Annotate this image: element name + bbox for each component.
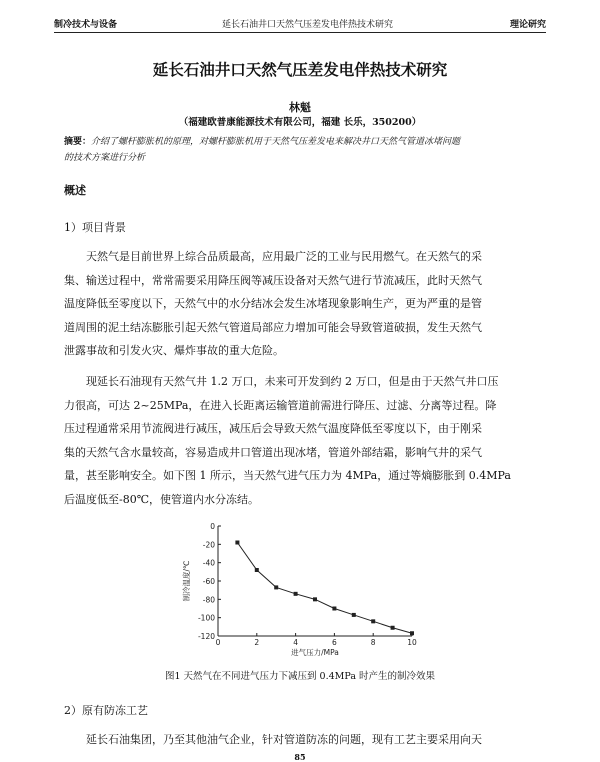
abstract-line: 的技术方案进行分析 [64, 153, 146, 163]
paragraph-line: 集的天然气含水量较高，容易造成井口管道出现冰堵，管道外部结霜，影响气井的采气 [64, 445, 482, 459]
paragraph-line: 温度降低至零度以下，天然气中的水分结冰会发生冰堵现象影响生产，更为严重的是管 [64, 297, 482, 310]
x-tick-label: 6 [332, 638, 337, 647]
paragraph-line: 道周围的泥土结冻膨胀引起天然气管道局部应力增加可能会导致管道破损，发生天然气 [64, 320, 482, 334]
running-title: 延长石油井口天然气压差发电伴热技术研究 [222, 20, 394, 30]
y-tick-label: -100 [197, 613, 215, 623]
journal-name: 制冷技术与设备 [54, 20, 118, 30]
x-axis-label: 进气压力/MPa [291, 648, 339, 657]
paragraph-line: 天然气是目前世界上综合品质最高，应用最广泛的工业与民用燃气。在天然气的采 [86, 250, 482, 263]
paragraph-line: 压过程通常采用节流阀进行减压，减压后会导致天然气温度降低至零度以下，由于刚采 [64, 422, 482, 435]
paragraph-line: 泄露事故和引发火灾、爆炸事故的重大危险。 [64, 344, 284, 357]
paragraph-line: 后温度低至-80℃，使管道内水分冻结。 [64, 492, 260, 506]
paper-title: 延长石油井口天然气压差发电伴热技术研究 [152, 61, 448, 79]
paragraph-line: 延长石油集团，乃至其他油气企业，针对管道防冻的问题，现有工艺主要采用向天 [86, 733, 482, 746]
paragraph-antifreeze [64, 728, 540, 752]
data-point [255, 568, 259, 572]
abstract [64, 134, 540, 166]
header-rule [54, 32, 546, 33]
data-point [391, 626, 395, 630]
data-point [410, 631, 414, 635]
data-point [274, 585, 278, 589]
y-tick-label: -40 [202, 558, 215, 568]
section-heading-overview: 概述 [64, 184, 86, 197]
paragraph-background [64, 245, 540, 363]
data-point [371, 619, 375, 623]
subsection-heading-background: 1）项目背景 [64, 221, 126, 234]
cooling-effect-chart [180, 518, 420, 660]
y-tick-label: -80 [202, 595, 215, 605]
x-tick-label: 2 [254, 638, 260, 647]
subsection-heading-antifreeze: 2）原有防冻工艺 [64, 704, 148, 717]
x-tick-label: 0 [215, 638, 221, 647]
x-tick-label: 4 [293, 638, 298, 647]
page-number: 85 [294, 752, 306, 762]
series-line [237, 543, 412, 634]
paragraph-line: 现延长石油现有天然气井 1.2 万口，未来可开发到约 2 万口，但是由于天然气井口压 [86, 375, 499, 388]
x-tick-label: 8 [370, 638, 376, 647]
paragraph-line: 量，甚至影响安全。如下图 1 所示，当天然气进气压力为 4MPa，通过等熵膨胀到 0.4MPa [64, 469, 511, 482]
figure-caption: 图1 天然气在不同进气压力下减压到 0.4MPa 时产生的制冷效果 [164, 671, 436, 682]
x-tick-label: 10 [407, 638, 417, 647]
abstract-label: 摘要： [64, 137, 92, 147]
data-point [352, 613, 356, 617]
paragraph-line: 力很高，可达 2~25MPa，在进入长距离运输管道前需进行降压、过滤、分离等过程。降 [64, 398, 497, 412]
abstract-line: 介绍了螺杆膨胀机的原理，对螺杆膨胀机用于天然气压差发电来解决井口天然气管道冰堵问题 [91, 137, 461, 147]
author: 林魁 [289, 101, 311, 114]
section-label: 理论研究 [509, 20, 546, 30]
y-tick-label: -120 [197, 632, 215, 641]
paragraph-line: 集、输送过程中，常常需要采用降压阀等减压设备对天然气进行节流减压，此时天然气 [64, 273, 482, 287]
y-axis-label: 制冷温度/℃ [182, 560, 191, 602]
running-header [54, 17, 546, 31]
paragraph-gas-wells [64, 370, 540, 511]
y-tick-label: 0 [210, 522, 215, 531]
data-point [235, 541, 239, 545]
y-tick-label: -20 [202, 540, 215, 550]
data-point [313, 597, 317, 601]
data-point [332, 607, 336, 611]
data-point [294, 592, 298, 596]
y-tick-label: -60 [202, 577, 215, 586]
affiliation: （福建欧普康能源技术有限公司，福建 长乐，350200） [178, 117, 422, 128]
